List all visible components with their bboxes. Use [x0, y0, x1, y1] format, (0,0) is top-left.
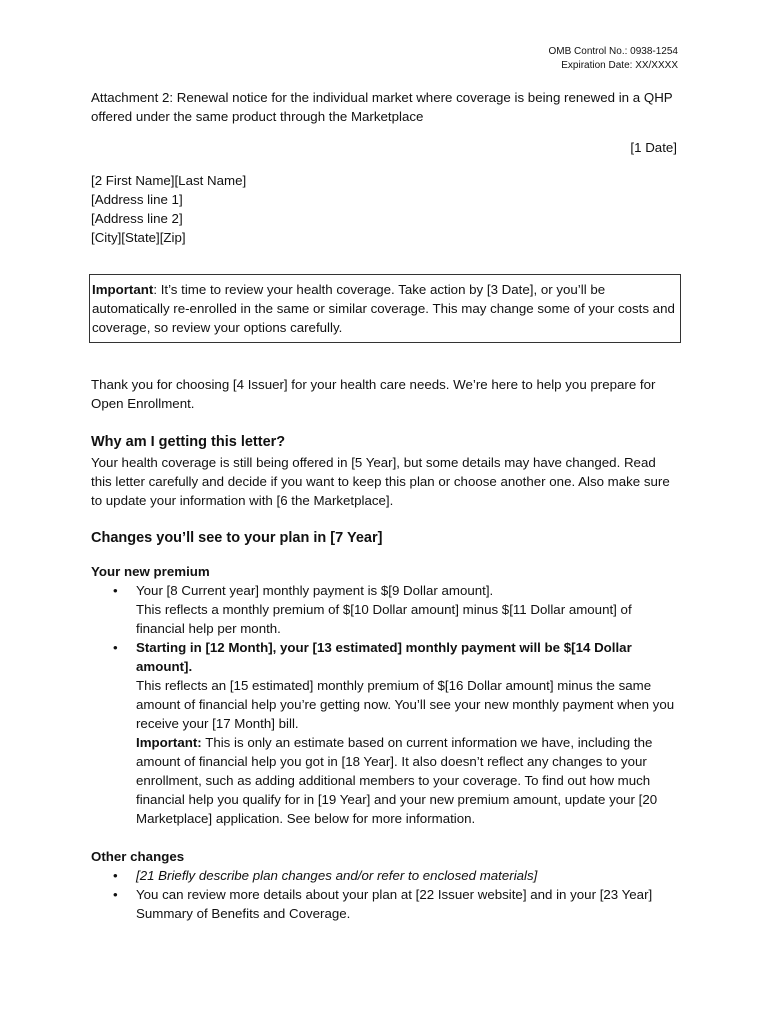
address-line-1: [Address line 1] — [91, 192, 183, 207]
letter-body — [91, 88, 679, 923]
expiration-date: Expiration Date: XX/XXXX — [561, 60, 678, 71]
important-label: Important — [92, 282, 154, 297]
other-changes-list — [91, 866, 679, 923]
address-line-2: [Address line 2] — [91, 211, 183, 226]
important-text: : It’s time to review your health coverage. Take action by [3 Date], or you’ll be automatically re-enrolled in the same or similar coverage. This may change some of your costs and coverage, so review your options carefully. — [92, 282, 675, 335]
omb-control-number: OMB Control No.: 0938-1254 — [548, 46, 678, 57]
list-item — [91, 638, 679, 828]
omb-header — [548, 45, 678, 73]
list-item — [91, 885, 679, 923]
recipient-name: [2 First Name][Last Name] — [91, 173, 247, 188]
premium-heading: Your new premium — [91, 564, 210, 579]
recipient-address — [91, 171, 679, 247]
letter-date: [1 Date] — [630, 140, 677, 155]
estimate-important-label: Important: — [136, 735, 202, 750]
attachment-title: Attachment 2: Renewal notice for the individual market where coverage is being renewed in a QHP offered under the same product through the Marketplace — [91, 90, 673, 124]
plan-changes-placeholder: [21 Briefly describe plan changes and/or refer to enclosed materials] — [136, 868, 538, 883]
bullet-glyph: • — [113, 887, 118, 902]
important-notice-box — [89, 274, 681, 343]
why-heading: Why am I getting this letter? — [91, 434, 286, 450]
plan-details-text: You can review more details about your plan at [22 Issuer website] and in your [23 Year] Summary of Benefits and Coverage. — [136, 887, 653, 921]
list-item — [91, 866, 679, 885]
bullet-glyph: • — [113, 868, 118, 883]
current-premium-explanation: This reflects a monthly premium of $[10 Dollar amount] minus $[11 Dollar amount] of financial help per month. — [136, 602, 632, 636]
premium-list — [91, 581, 679, 828]
list-item — [91, 581, 679, 638]
estimate-important-text: This is only an estimate based on current information we have, including the amount of financial help you got in [18 Year]. It also doesn’t reflect any changes to your enrollment, such as adding additional members to your coverage. To find out how much financial help you qualify for in [19 Year] and your new premium amount, update your [20 Marketplace] application. See below for more information. — [136, 735, 658, 826]
why-paragraph: Your health coverage is still being offered in [5 Year], but some details may have changed. Read this letter carefully and decide if you want to keep this plan or choose another one. Also make sure to update your information with [6 the Marketplace]. — [91, 455, 670, 508]
address-city: [City][State][Zip] — [91, 230, 186, 245]
bullet-glyph: • — [113, 583, 118, 598]
other-changes-heading: Other changes — [91, 849, 185, 864]
bullet-glyph: • — [113, 640, 118, 655]
new-premium-explanation: This reflects an [15 estimated] monthly premium of $[16 Dollar amount] minus the same amount of financial help you’re getting now. You’ll see your new monthly payment when you receive your [17 Month] bill. — [136, 678, 675, 731]
thank-you-paragraph: Thank you for choosing [4 Issuer] for your health care needs. We’re here to help you prepare for Open Enrollment. — [91, 377, 656, 411]
new-payment-line: Starting in [12 Month], your [13 estimated] monthly payment will be $[14 Dollar amount]. — [136, 640, 632, 674]
current-payment-line: Your [8 Current year] monthly payment is $[9 Dollar amount]. — [136, 583, 494, 598]
changes-heading: Changes you’ll see to your plan in [7 Year] — [91, 530, 383, 546]
